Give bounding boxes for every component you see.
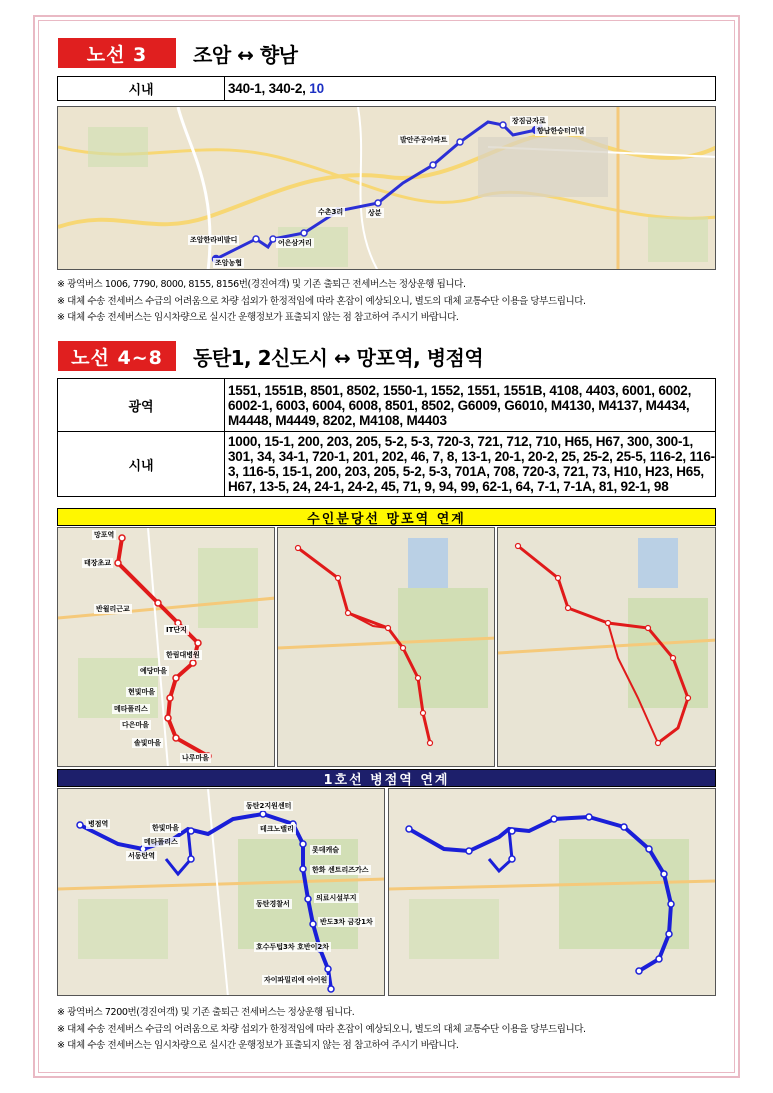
route4-8-tag: 노선 4~8 bbox=[58, 341, 176, 371]
byeongjeom-banner: 1호선 병점역 연계 bbox=[57, 769, 716, 787]
map-stop-label: 조암한라비발디 bbox=[190, 236, 238, 244]
map-stop-label: 나루마을 bbox=[182, 754, 210, 762]
map-stop-label: 메타폴리스 bbox=[144, 838, 178, 846]
row-label: 시내 bbox=[58, 432, 225, 497]
map-stop-label: 상분 bbox=[368, 209, 382, 217]
map-stop-label: 예당마을 bbox=[140, 667, 168, 675]
route4-8-notes bbox=[57, 1005, 586, 1055]
map-stop-label: 수촌3리 bbox=[318, 208, 344, 216]
mangpo-map-3 bbox=[497, 527, 716, 767]
row-label: 광역 bbox=[58, 379, 225, 432]
mangpo-map-1 bbox=[57, 527, 275, 767]
map-stop-label: 향남한승터미널 bbox=[537, 127, 585, 135]
map-stop-label: 자이파밀리에 아이원 bbox=[264, 976, 328, 984]
map-stop-label: 발안주공아파트 bbox=[400, 136, 448, 144]
mangpo-map-2 bbox=[277, 527, 495, 767]
note-line: ※ 대체 수송 전세버스 수급의 어려움으로 차량 섭외가 한정적임에 따라 혼잡이 예상되오니, 별도의 대체 교통수단 이용을 당부드립니다. bbox=[57, 1023, 586, 1035]
map-stop-label: 망포역 bbox=[94, 531, 115, 539]
map-stop-label: 한림대병원 bbox=[166, 651, 200, 659]
map-stop-label: 반월리근교 bbox=[96, 605, 130, 613]
byeongjeom-map-2-svg bbox=[389, 789, 716, 996]
note-line: ※ 대체 수송 전세버스 수급의 어려움으로 차량 섭외가 한정적임에 따라 혼잡이 예상되오니, 별도의 대체 교통수단 이용을 당부드립니다. bbox=[57, 295, 586, 307]
row-label: 시내 bbox=[58, 77, 225, 101]
route-number-highlight: 10 bbox=[309, 81, 324, 96]
map-stop-label: 의료시설부지 bbox=[316, 894, 357, 902]
map-stop-label: 한빛마을 bbox=[152, 824, 180, 832]
map-stop-label: 동탄경찰서 bbox=[256, 900, 290, 908]
map-stop-label: 서동탄역 bbox=[128, 852, 156, 860]
route3-map bbox=[57, 106, 716, 270]
route3-table bbox=[57, 76, 716, 101]
route3-heading bbox=[58, 38, 297, 68]
map-stop-label: 동탄2지원센터 bbox=[246, 802, 292, 810]
map-stop-label: 병점역 bbox=[88, 820, 109, 828]
route4-8-table bbox=[57, 378, 716, 497]
mangpo-map-3-svg bbox=[498, 528, 716, 767]
byeongjeom-map-1 bbox=[57, 788, 385, 996]
table-row bbox=[58, 77, 716, 101]
map-stop-label: 다은마을 bbox=[122, 721, 150, 729]
map-stop-label: 조암농협 bbox=[215, 259, 243, 267]
route3-map-svg bbox=[58, 107, 716, 270]
map-stop-label: IT단지 bbox=[166, 626, 187, 634]
table-row bbox=[58, 432, 716, 497]
route3-title: 조암 ↔ 향남 bbox=[193, 42, 298, 67]
byeongjeom-map-2 bbox=[388, 788, 716, 996]
map-stop-label: 롯데캐슬 bbox=[312, 846, 340, 854]
row-value: 1000, 15-1, 200, 203, 205, 5-2, 5-3, 720-3, 721, 712, 710, H65, H67, 300, 300-1, 301, 34, 34-1, 720-1, 201, 202, 46, 7, 8, 13-1, 20-1, 20-2, 25, 25-2, 25-5, 116-2, 116-3, 116-5, 15-1, 200, 203, 205, 5-2, 5-3, 701A, 708, 720-3, 721, 73, H10, H23, H65, H67, 13-5, 24, 24-1, 24-2, 45, 71, 9, 94, 99, 62-1, 64, 7-1, 7-1A, 81, 92-1, 98 bbox=[225, 432, 716, 497]
map-stop-label: 태장초교 bbox=[84, 559, 112, 567]
map-stop-label: 반도3차 금강1차 bbox=[320, 918, 373, 926]
note-line: ※ 광역버스 1006, 7790, 8000, 8155, 8156번(경진여객) 및 기존 출퇴근 전세버스는 정상운행 됩니다. bbox=[57, 279, 466, 290]
row-value bbox=[225, 77, 716, 101]
mangpo-banner: 수인분당선 망포역 연계 bbox=[57, 508, 716, 526]
route3-notes bbox=[57, 277, 586, 327]
map-stop-label: 호수두텁3차 호반이2차 bbox=[256, 943, 330, 951]
route-numbers: 340-1, 340-2, bbox=[228, 81, 310, 96]
map-stop-label: 한화 센트리즈가스 bbox=[312, 866, 369, 874]
map-stop-label: 메타폴리스 bbox=[114, 705, 148, 713]
map-stop-label: 테크노밸리 bbox=[260, 825, 294, 833]
table-row bbox=[58, 379, 716, 432]
route4-8-title: 동탄1, 2신도시 ↔ 망포역, 병점역 bbox=[193, 345, 484, 370]
map-stop-label: 현빛마을 bbox=[128, 688, 156, 696]
mangpo-map-2-svg bbox=[278, 528, 495, 767]
note-line: ※ 광역버스 7200번(경진여객) 및 기존 출퇴근 전세버스는 정상운행 됩니다. bbox=[57, 1007, 355, 1018]
note-line: ※ 대체 수송 전세버스는 임시차량으로 실시간 운행정보가 표출되지 않는 점 참고하여 주시기 바랍니다. bbox=[57, 312, 459, 323]
map-stop-label: 솔빛마을 bbox=[134, 739, 162, 747]
map-stop-label: 어은삼거리 bbox=[278, 239, 312, 247]
row-value: 1551, 1551B, 8501, 8502, 1550-1, 1552, 1551, 1551B, 4108, 4403, 6001, 6002, 6002-1, 6003, 6004, 6008, 8501, 8502, G6009, G6010, M4130, M4137, M4434, M4448, M4449, 8202, M4108, M4403 bbox=[225, 379, 716, 432]
map-stop-label: 장짐금자로 bbox=[512, 117, 546, 125]
route3-tag: 노선 3 bbox=[58, 38, 176, 68]
note-line: ※ 대체 수송 전세버스는 임시차량으로 실시간 운행정보가 표출되지 않는 점 참고하여 주시기 바랍니다. bbox=[57, 1040, 459, 1051]
route4-8-heading bbox=[58, 341, 483, 371]
